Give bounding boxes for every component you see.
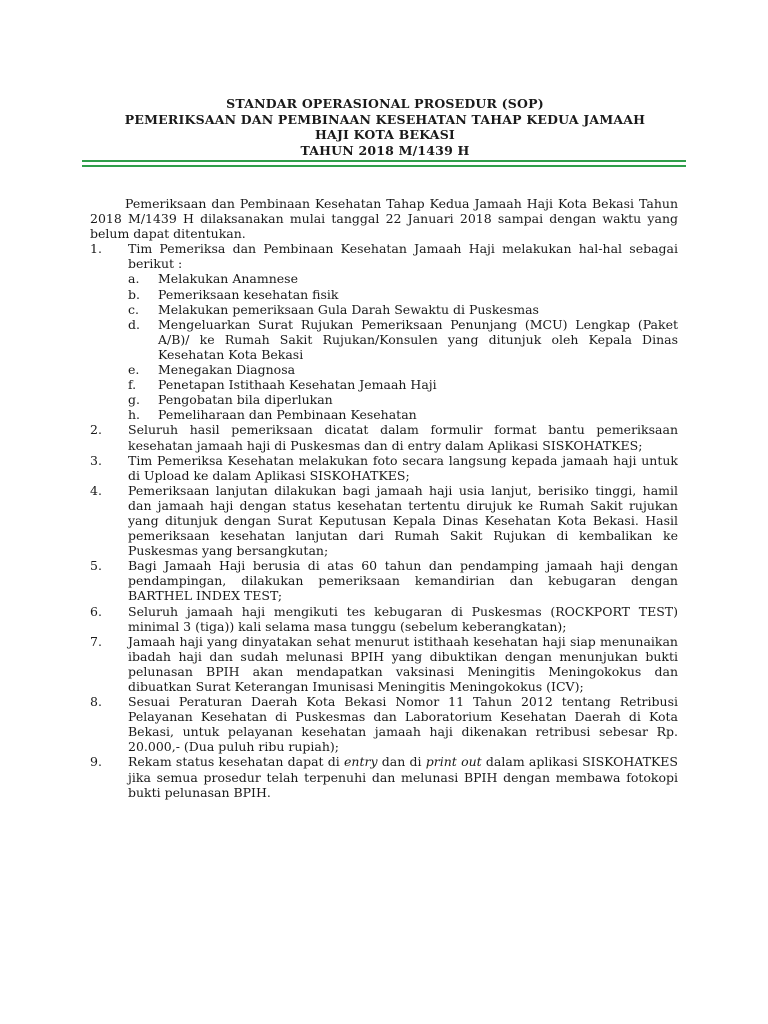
item-text: Sesuai Peraturan Daerah Kota Bekasi Nomor 11 Tahun 2012 tentang Retribusi Pelayanan Kesehatan di Puskesmas dan Laboratorium Kesehatan Daerah di Kota Bekasi, untuk pelayanan kesehatan jamaah haji dikenakan retribusi sebesar Rp. 20.000,- (Dua puluh ribu rupiah); [128, 694, 678, 755]
list-item [90, 483, 678, 558]
sub-item-letter: d. [128, 316, 140, 332]
item-number: 3. [90, 452, 102, 468]
list-item [90, 558, 678, 603]
item-number: 8. [90, 694, 102, 710]
item-text: Pemeriksaan lanjutan dilakukan bagi jamaah haji usia lanjut, berisiko tinggi, hamil dan jamaah haji dengan status kesehatan tertentu dirujuk ke Rumah Sakit rujukan yang ditunjuk dengan Surat Keputusan Kepala Dinas Kesehatan Kota Bekasi. Hasil pemeriksaan kesehatan lanjutan dari Rumah Sakit Rujukan di kembalikan ke Puskesmas yang bersangkutan; [128, 482, 678, 559]
intro-paragraph: Pemeriksaan dan Pembinaan Kesehatan Tahap Kedua Jamaah Haji Kota Bekasi Tahun 2018 M/1439 H dilaksanakan mulai tanggal 22 Januari 2018 sampai dengan waktu yang belum dapat ditentukan. [90, 196, 678, 242]
sub-item-letter: h. [128, 407, 141, 423]
item-number: 9. [90, 754, 102, 770]
list-item [90, 634, 678, 694]
sub-list [128, 271, 678, 422]
item-text: Tim Pemeriksa dan Pembinaan Kesehatan Jamaah Haji melakukan hal-hal sebagai berikut : [128, 241, 678, 272]
sub-item-text: Penetapan Istithaah Kesehatan Jemaah Haji [158, 377, 437, 393]
item-text: Seluruh jamaah haji mengikuti tes kebugaran di Puskesmas (ROCKPORT TEST) minimal 3 (tiga)) kali selama masa tunggu (sebelum keberangkatan); [128, 603, 678, 634]
sub-item-text: Pengobatan bila diperlukan [158, 392, 333, 408]
item-number: 6. [90, 603, 102, 619]
sub-list-item [128, 362, 678, 377]
list-item [90, 754, 678, 799]
list-item [90, 241, 678, 422]
item-text-part: dan di [377, 754, 426, 770]
title-line-2: PEMERIKSAAN DAN PEMBINAAN KESEHATAN TAHAP KEDUA JAMAAH [124, 111, 646, 127]
sub-item-text: Menegakan Diagnosa [158, 362, 296, 378]
sub-list-item [128, 271, 678, 286]
list-item [90, 453, 678, 483]
list-item [90, 694, 678, 754]
item-text-part: Rekam status kesehatan dapat di [128, 754, 345, 770]
item-number: 5. [90, 558, 102, 574]
sub-list-item [128, 287, 678, 302]
sub-item-text: Melakukan pemeriksaan Gula Darah Sewaktu di Puskesmas [158, 301, 539, 317]
item-text: Seluruh hasil pemeriksaan dicatat dalam formulir format bantu pemeriksaan kesehatan jamaah haji di Puskesmas dan di entry dalam Aplikasi SISKOHATKES; [128, 422, 678, 453]
sub-item-letter: b. [128, 286, 140, 302]
procedure-list [90, 241, 678, 799]
list-item [90, 422, 678, 452]
item-number: 2. [90, 422, 102, 438]
sub-item-letter: e. [128, 362, 140, 378]
title-line-4: TAHUN 2018 M/1439 H [300, 142, 470, 158]
title-line-1: STANDAR OPERASIONAL PROSEDUR (SOP) [226, 96, 544, 111]
title-divider-top [82, 160, 686, 162]
item-number: 4. [90, 482, 102, 498]
document-title [90, 96, 680, 158]
sub-list-item [128, 377, 678, 392]
sub-list-item [128, 317, 678, 362]
title-divider-bottom [82, 165, 686, 167]
document-body [90, 196, 678, 800]
sub-item-letter: c. [128, 301, 139, 317]
item-text: Bagi Jamaah Haji berusia di atas 60 tahun dan pendamping jamaah haji dengan pendampingan, dilakukan pemeriksaan kemandirian dan kebugaran dengan BARTHEL INDEX TEST; [128, 558, 678, 604]
sub-item-letter: g. [128, 392, 140, 408]
sub-item-text: Pemeliharaan dan Pembinaan Kesehatan [158, 407, 417, 423]
item-number: 7. [90, 633, 102, 649]
item-text-part: dalam aplikasi SISKOHATKES jika semua prosedur telah terpenuhi dan melunasi BPIH dengan membawa fotokopi bukti pelunasan BPIH. [128, 754, 678, 800]
item-number: 1. [90, 241, 102, 257]
sub-item-text: Mengeluarkan Surat Rujukan Pemeriksaan Penunjang (MCU) Lengkap (Paket A/B)/ ke Rumah Sakit Rujukan/Konsulen yang ditunjuk oleh Kepala Dinas Kesehatan Kota Bekasi [158, 316, 678, 362]
list-item [90, 604, 678, 634]
sub-item-letter: a. [128, 271, 140, 287]
item-text: Tim Pemeriksa Kesehatan melakukan foto secara langsung kepada jamaah haji untuk di Upload ke dalam Aplikasi SISKOHATKES; [128, 452, 678, 483]
sub-list-item [128, 392, 678, 407]
item-text-emphasis: print out [425, 754, 482, 770]
item-text-emphasis: entry [344, 754, 378, 770]
sub-item-text: Pemeriksaan kesehatan fisik [158, 286, 339, 302]
item-text: Jamaah haji yang dinyatakan sehat menurut istithaah kesehatan haji siap menunaikan ibadah haji dan sudah melunasi BPIH yang dibuktikan dengan menunjukan bukti pelunasan BPIH akan mendapatkan vaksinasi Meningitis Meningokokus dan dibuatkan Surat Keterangan Imunisasi Meningitis Meningokokus (ICV); [128, 633, 678, 694]
sub-item-letter: f. [128, 377, 137, 393]
sub-item-text: Melakukan Anamnese [158, 271, 298, 287]
sub-list-item [128, 407, 678, 422]
sub-list-item [128, 302, 678, 317]
title-line-3: HAJI KOTA BEKASI [315, 127, 455, 142]
